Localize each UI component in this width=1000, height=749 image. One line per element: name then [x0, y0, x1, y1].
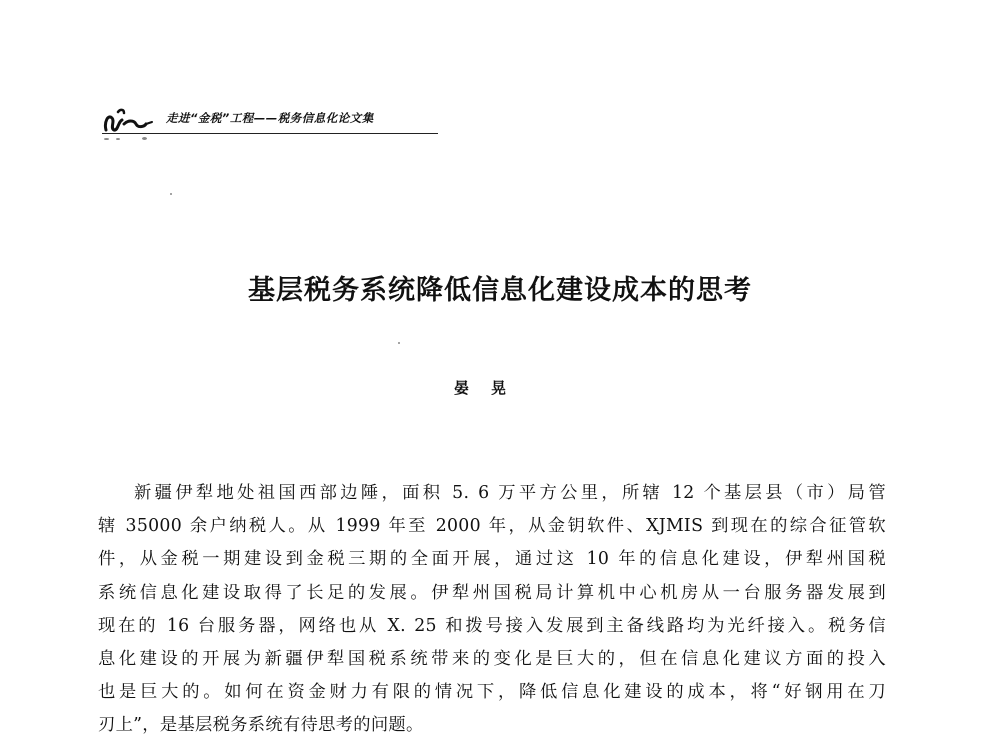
body-line: 刃上”，是基层税务系统有待思考的问题。: [98, 715, 424, 736]
scan-speck: [170, 193, 172, 195]
scan-specks: [104, 137, 164, 141]
body-line: 新疆伊犁地处祖国西部边陲，面积 5. 6 万平方公里，所辖 12 个基层县（市）局管: [134, 483, 886, 503]
running-header: [100, 100, 440, 146]
article-title: 基层税务系统降低信息化建设成本的思考: [248, 275, 752, 306]
publisher-logo-icon: [100, 100, 160, 140]
body-line: 辖 35000 余户纳税人。从 1999 年至 2000 年，从金钥软件、XJMIS 到现在的综合征管软: [98, 516, 886, 537]
body-line: 息化建设的开展为新疆伊犁国税系统带来的变化是巨大的，但在信息化建议方面的投入: [98, 648, 886, 669]
scan-speck: [142, 137, 147, 140]
body-line: 系统信息化建设取得了长足的发展。伊犁州国税局计算机中心机房从一台服务器发展到: [98, 582, 886, 603]
body-line: 也是巨大的。如何在资金财力有限的情况下，降低信息化建设的成本，将“好钢用在刀: [98, 682, 886, 703]
article-body: [98, 477, 886, 743]
article-author: 晏晃: [454, 379, 529, 397]
running-header-text: 走进“金税”工程——税务信息化论文集: [166, 111, 374, 125]
scan-speck: [104, 138, 109, 140]
header-divider: [102, 133, 438, 134]
body-line: 现在的 16 台服务器，网络也从 X. 25 和拨号接入发展到主备线路均为光纤接入。税务信: [98, 615, 886, 636]
body-line: 件，从金税一期建设到金税三期的全面开展，通过这 10 年的信息化建设，伊犁州国税: [98, 549, 886, 570]
scan-speck: [398, 342, 400, 344]
scan-speck: [116, 138, 120, 140]
